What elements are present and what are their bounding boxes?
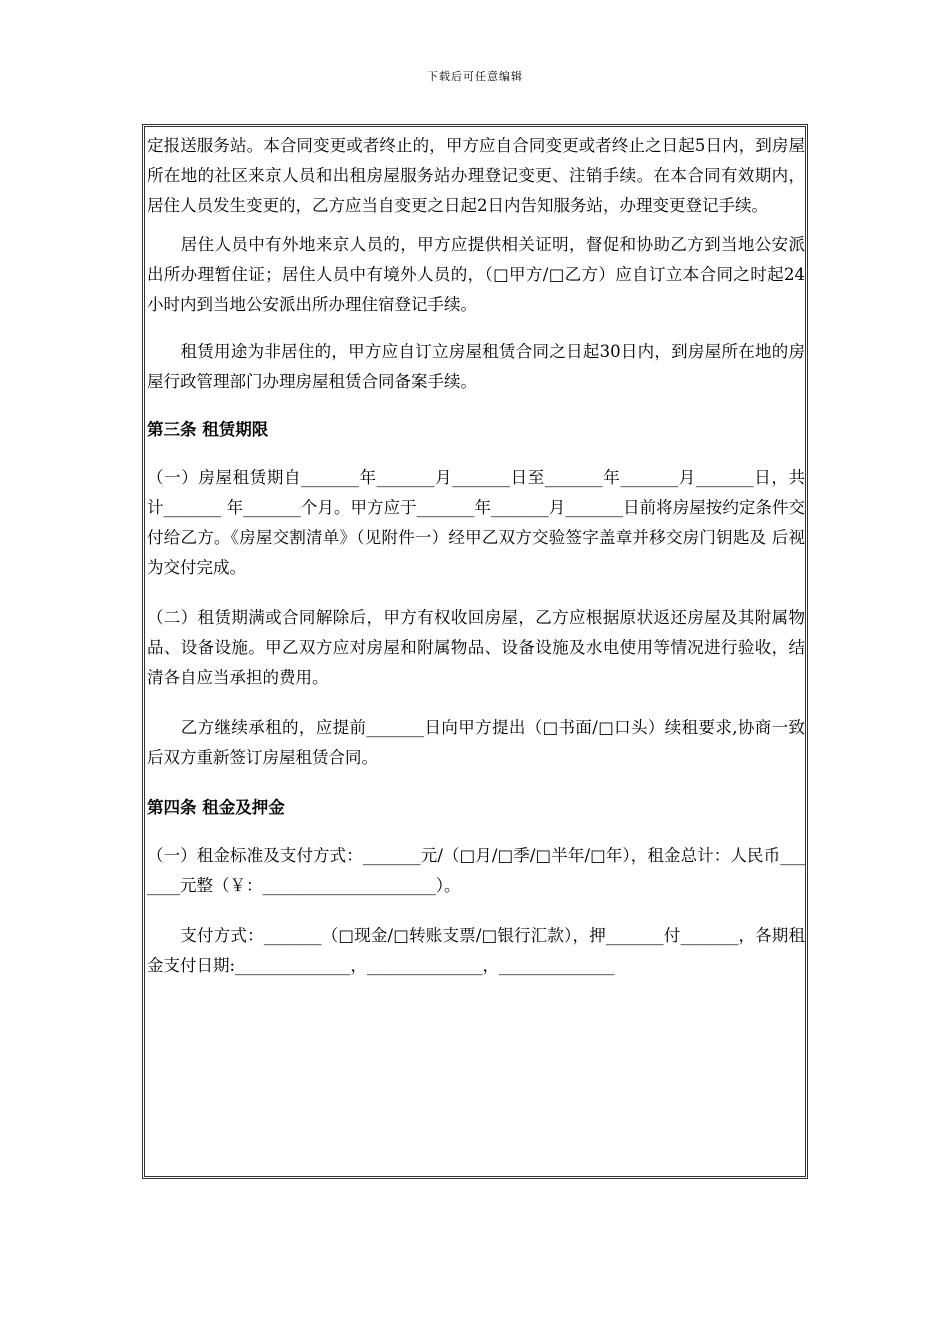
paragraph-lease-term: （一）房屋租赁期自_______年_______月_______日至_______年_______月_______日，共计_______ 年_______个月。甲方应于_______年_______月_______日前将房屋按约定条件交付给乙方。《房屋交割清单》（见附件一）经甲乙双方交验签字盖章并移交房门钥匙及 后视为交付完成。: [147, 468, 805, 577]
heading-article-4: 第四条 租金及押金: [147, 798, 285, 817]
document-content: [147, 127, 805, 981]
heading-article-3: 第三条 租赁期限: [147, 420, 269, 439]
paragraph-registration-change: 定报送服务站。本合同变更或者终止的，甲方应自合同变更或者终止之日起5日内，到房屋所在地的社区来京人员和出租房屋服务站办理登记变更、注销手续。在本合同有效期内，居住人员发生变更的，乙方应当自变更之日起2日内告知服务站，办理变更登记手续。: [147, 136, 805, 215]
paragraph-lease-renewal: 乙方继续承租的，应提前_______日向甲方提出（□书面/□口头）续租要求,协商一致后双方重新签订房屋租赁合同。: [147, 718, 805, 767]
paragraph-resident-registration: 居住人员中有外地来京人员的，甲方应提供相关证明，督促和协助乙方到当地公安派出所办理暂住证；居住人员中有境外人员的，（□甲方/□乙方）应自订立本合同之时起24小时内到当地公安派出所办理住宿登记手续。: [147, 235, 805, 314]
paragraph-non-residential-filing: 租赁用途为非居住的，甲方应自订立房屋租赁合同之日起30日内，到房屋所在地的房屋行政管理部门办理房屋租赁合同备案手续。: [147, 342, 805, 391]
paragraph-payment-method: 支付方式：_______（□现金/□转账支票/□银行汇款），押_______付_______，各期租金支付日期:______________，______________，______________: [147, 926, 805, 975]
document-frame: [142, 124, 808, 1179]
paragraph-lease-expiry: （二）租赁期满或合同解除后，甲方有权收回房屋，乙方应根据原状返还房屋及其附属物品、设备设施。甲乙双方应对房屋和附属物品、设备设施及水电使用等情况进行验收，结清各自应当承担的费用。: [147, 608, 805, 687]
page-header-note: 下载后可任意编辑: [427, 70, 523, 83]
paragraph-rent-standard: （一）租金标准及支付方式：_______元/（□月/□季/□半年/□年），租金总计：人民币_______元整（￥：_____________________）。: [147, 846, 805, 895]
